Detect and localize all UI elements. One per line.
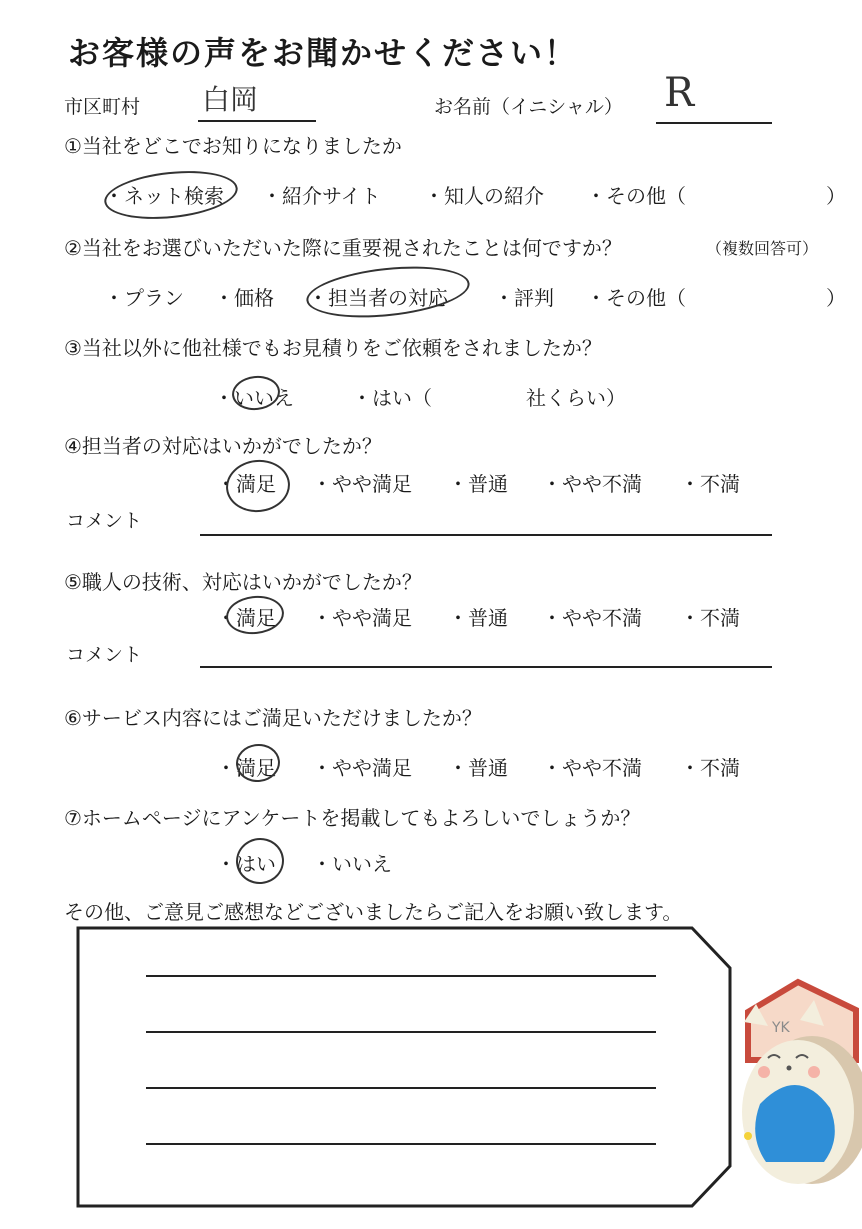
question-3: ③当社以外に他社様でもお見積りをご依頼をされましたか？	[64, 336, 602, 360]
city-handwritten-value: 白岡	[202, 83, 259, 116]
q3-option-no[interactable]: ・いいえ	[214, 386, 294, 410]
q4-comment-label: コメント	[66, 510, 143, 532]
question-4: ④担当者の対応はいかがでしたか？	[64, 434, 382, 458]
q7-option-yes[interactable]: ・はい	[216, 852, 276, 876]
q1-option-net-search[interactable]: ・ネット検索	[104, 184, 224, 208]
q1-option-acquaintance[interactable]: ・知人の紹介	[424, 184, 544, 208]
name-label: お名前（イニシャル）	[434, 96, 623, 118]
q4-option-satisfied[interactable]: ・満足	[216, 472, 276, 496]
q2-option-price[interactable]: ・価格	[214, 286, 274, 310]
q2-option-staff-response[interactable]: ・担当者の対応	[308, 286, 448, 310]
q4-option-somewhat-dissatisfied[interactable]: ・やや不満	[542, 472, 642, 496]
q5-option-neutral[interactable]: ・普通	[448, 606, 508, 630]
q2-other-close-paren: ）	[826, 286, 846, 310]
q6-option-satisfied[interactable]: ・満足	[216, 756, 276, 780]
q6-option-somewhat-satisfied[interactable]: ・やや満足	[312, 756, 412, 780]
q1-option-referral-site[interactable]: ・紹介サイト	[262, 184, 381, 208]
q5-option-dissatisfied[interactable]: ・不満	[680, 606, 740, 630]
city-label: 市区町村	[64, 96, 141, 118]
q5-comment-label: コメント	[66, 644, 143, 666]
q5-option-satisfied[interactable]: ・満足	[216, 606, 276, 630]
question-1: ①当社をどこでお知りになりましたか	[64, 134, 402, 158]
q5-option-somewhat-dissatisfied[interactable]: ・やや不満	[542, 606, 642, 630]
question-2: ②当社をお選びいただいた際に重要視されたことは何ですか？	[64, 236, 622, 260]
q6-option-neutral[interactable]: ・普通	[448, 756, 508, 780]
q3-option-yes[interactable]: ・はい（	[352, 386, 432, 410]
mascot-label: YK	[772, 1020, 790, 1036]
q2-option-other[interactable]: ・その他（	[586, 286, 686, 310]
q2-option-reputation[interactable]: ・評判	[494, 286, 554, 310]
q1-other-close-paren: ）	[826, 184, 846, 208]
q4-option-neutral[interactable]: ・普通	[448, 472, 508, 496]
page-title: お客様の声をお聞かせください！	[68, 34, 579, 72]
q3-option-companies-count: 社くらい）	[526, 386, 626, 410]
question-6: ⑥サービス内容にはご満足いただけましたか？	[64, 706, 482, 730]
q6-option-dissatisfied[interactable]: ・不満	[680, 756, 740, 780]
q1-option-other[interactable]: ・その他（	[586, 184, 686, 208]
q7-option-no[interactable]: ・いいえ	[312, 852, 392, 876]
hedgehog-mascot-icon	[742, 982, 862, 1184]
question-5: ⑤職人の技術、対応はいかがでしたか？	[64, 570, 422, 594]
q5-option-somewhat-satisfied[interactable]: ・やや満足	[312, 606, 412, 630]
comment-box-frame	[78, 928, 730, 1206]
closing-remarks-prompt: その他、ご意見ご感想などございましたらご記入をお願い致します。	[64, 900, 683, 924]
question-2-note: （複数回答可）	[706, 239, 819, 258]
name-handwritten-value: R	[664, 70, 695, 116]
q2-option-plan[interactable]: ・プラン	[104, 286, 184, 310]
q4-option-somewhat-satisfied[interactable]: ・やや満足	[312, 472, 412, 496]
q4-option-dissatisfied[interactable]: ・不満	[680, 472, 740, 496]
q6-option-somewhat-dissatisfied[interactable]: ・やや不満	[542, 756, 642, 780]
question-7: ⑦ホームページにアンケートを掲載してもよろしいでしょうか？	[64, 806, 641, 830]
